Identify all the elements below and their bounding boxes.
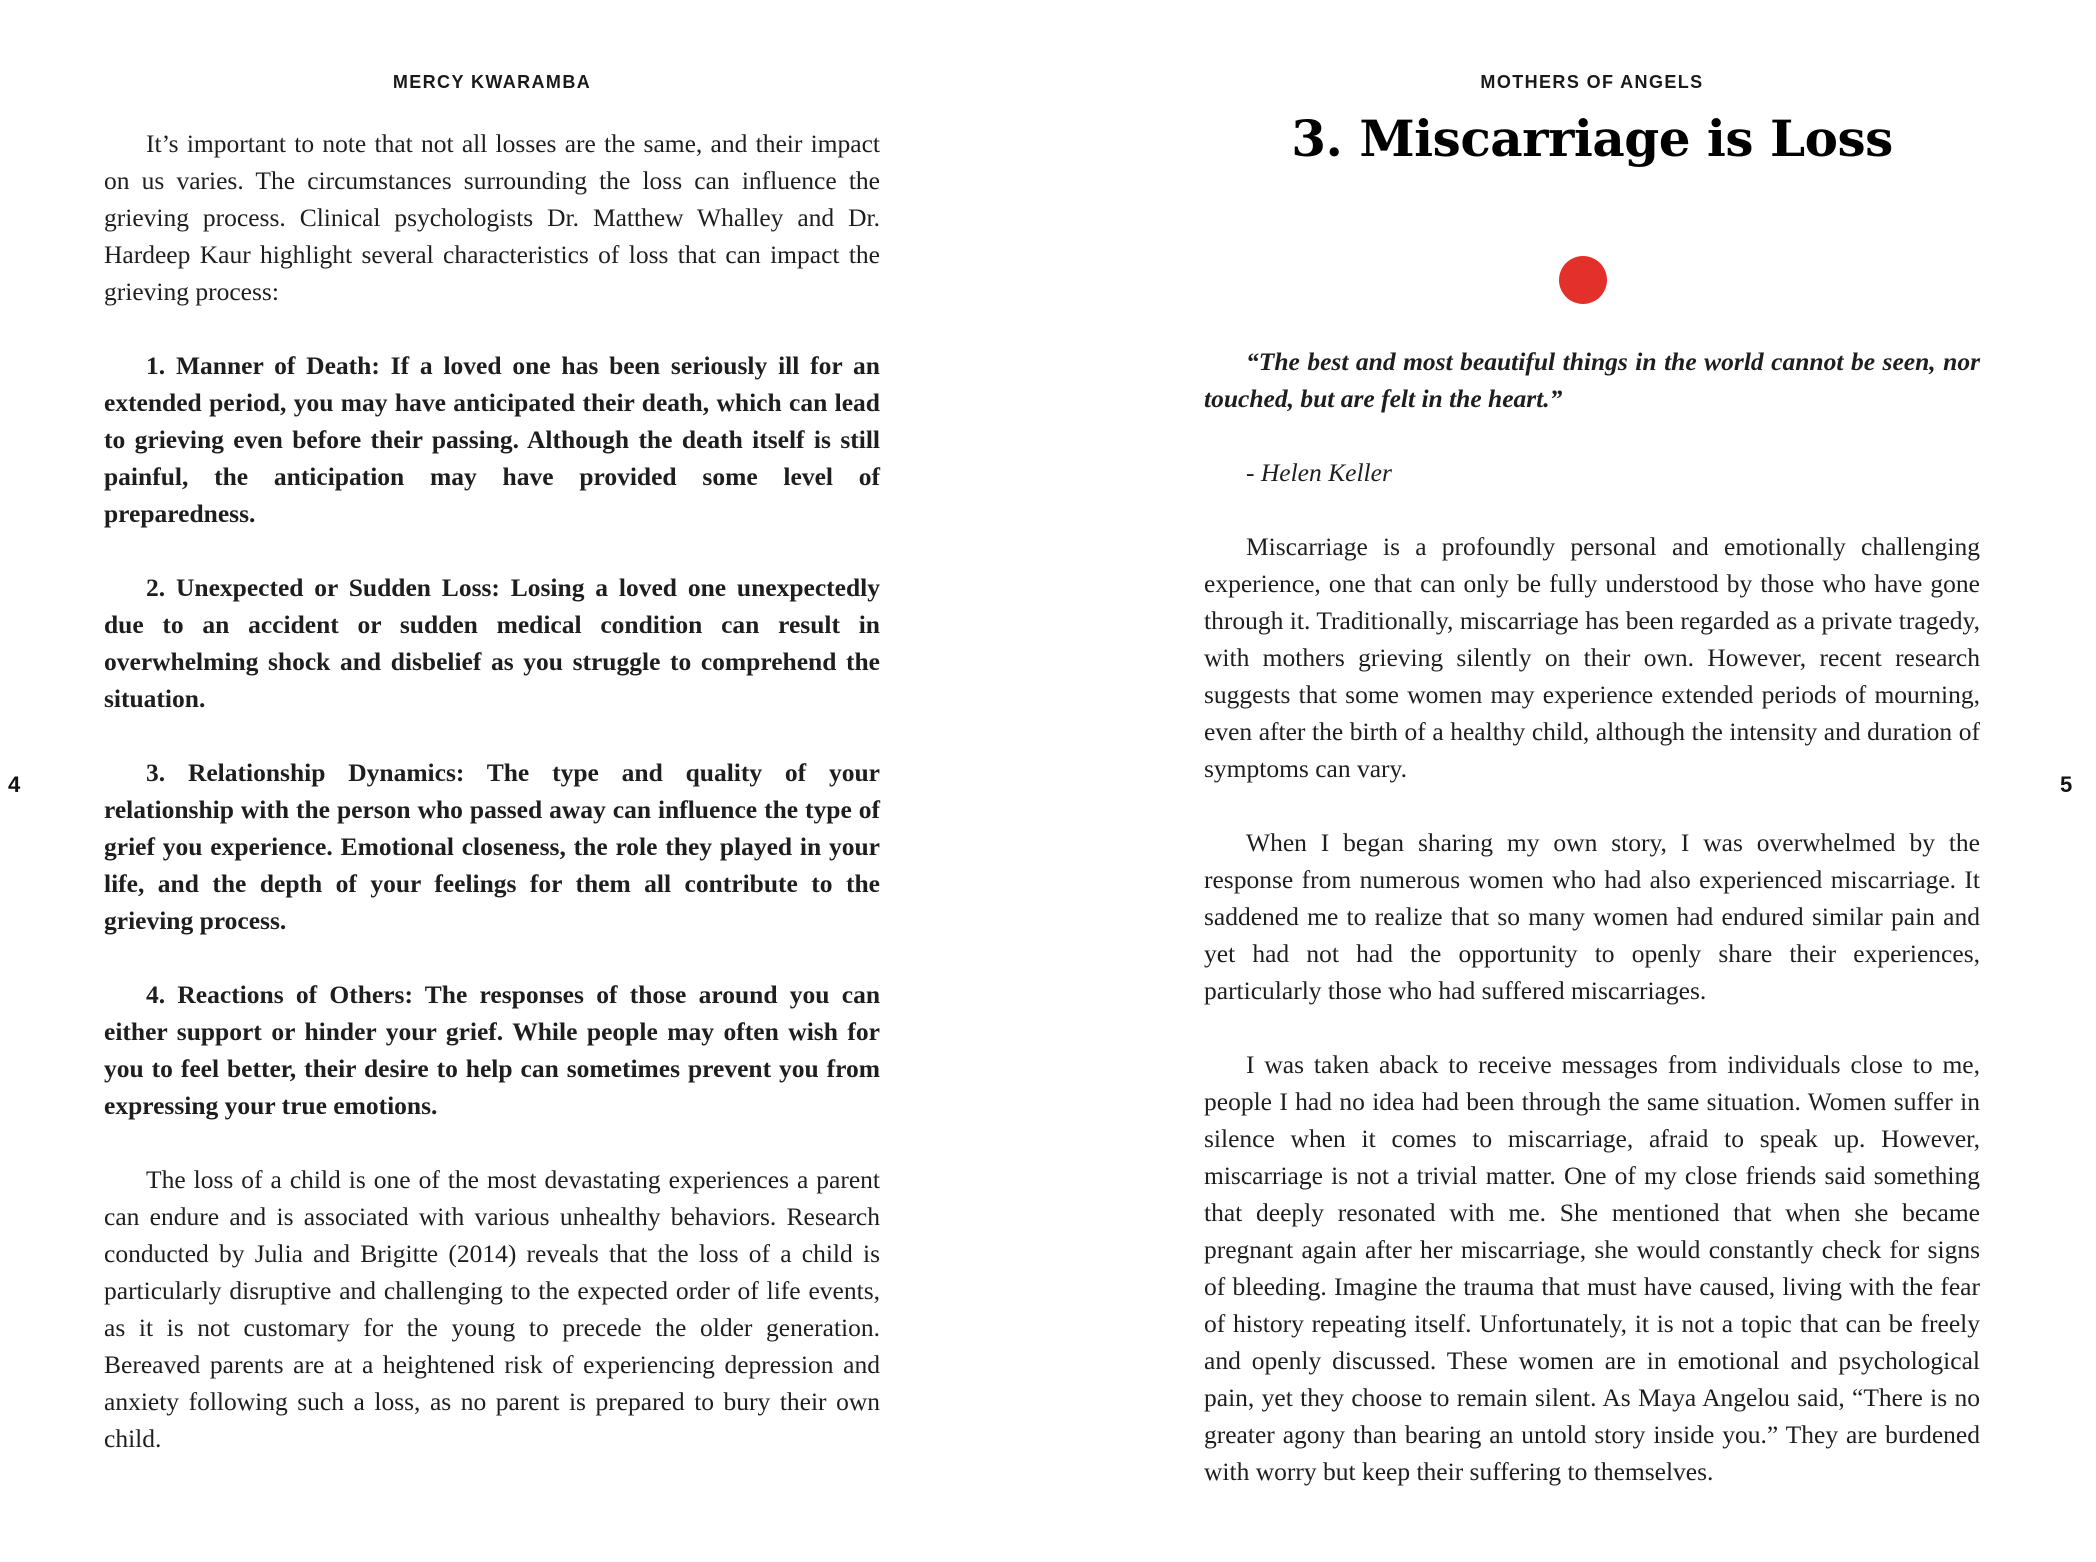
list-item-reactions-of-others: 4. Reactions of Others: The responses of those around you can either support or hinder your grief. While people may often wish for you to feel better, their desire to help can sometimes prevent you from expressing your true emotions. [104, 980, 880, 1120]
list-item-manner-of-death: 1. Manner of Death: If a loved one has been seriously ill for an extended period, you may have anticipated their death, which can lead to grieving even before their passing. Although the death itself is still painful, the anticipation may have provided some level of preparedness. [104, 351, 880, 528]
page-number-right: 5 [2060, 772, 2073, 797]
list-item-sudden-loss: 2. Unexpected or Sudden Loss: Losing a loved one unexpectedly due to an accident or sudden medical condition can result in overwhelming shock and disbelief as you struggle to comprehend the situation. [104, 573, 880, 713]
page-number-left: 4 [8, 772, 21, 797]
right-page [1048, 0, 2096, 1562]
body-paragraph-miscarriage: Miscarriage is a profoundly personal and emotionally challenging experience, one that can only be fully understood by those who have gone through it. Traditionally, miscarriage has been regarded as a private tragedy, with mothers grieving silently on their own. However, recent research suggests that some women may experience extended periods of mourning, even after the birth of a healthy child, although the intensity and duration of symptoms can vary. [1204, 532, 1980, 783]
body-paragraph-sharing-story: When I began sharing my own story, I was overwhelmed by the response from numerous women who had also experienced miscarriage. It saddened me to realize that so many women had endured similar pain and yet had not had the opportunity to openly share their experiences, particularly those who had suffered miscarriages. [1204, 828, 1980, 1005]
chapter-title: 3. Miscarriage is Loss [1291, 109, 1893, 168]
red-dot-ornament-icon [1559, 256, 1607, 304]
left-page-body [104, 125, 880, 1494]
right-page-body [1204, 343, 1980, 1527]
list-item-relationship-dynamics: 3. Relationship Dynamics: The type and quality of your relationship with the person who passed away can influence the type of grief you experience. Emotional closeness, the role they played in your life, and the depth of your feelings for them all contribute to the grieving process. [104, 758, 880, 935]
epigraph-quote: “The best and most beautiful things in the world cannot be seen, nor touched, but are felt in the heart.” [1204, 347, 1980, 413]
intro-paragraph: It’s important to note that not all losses are the same, and their impact on us varies. The circumstances surrounding the loss can influence the grieving process. Clinical psychologists Dr. Matthew Whalley and Dr. Hardeep Kaur highlight several characteristics of loss that can impact the grieving process: [104, 129, 880, 306]
running-head-author: MERCY KWARAMBA [392, 72, 592, 92]
body-paragraph-loss-of-child: The loss of a child is one of the most devastating experiences a parent can endure and is associated with various unhealthy behaviors. Research conducted by Julia and Brigitte (2014) reveals that the loss of a child is particularly disruptive and challenging to the expected order of life events, as it is not customary for the young to precede the older generation. Bereaved parents are at a heightened risk of experiencing depression and anxiety following such a loss, as no parent is prepared to bury their own child. [104, 1165, 880, 1453]
running-head-book-title: MOTHERS OF ANGELS [1480, 72, 1704, 92]
body-paragraph-messages: I was taken aback to receive messages from individuals close to me, people I had no idea had been through the same situation. Women suffer in silence when it comes to miscarriage, afraid to speak up. However, miscarriage is not a trivial matter. One of my close friends said something that deeply resonated with me. She mentioned that when she became pregnant again after her miscarriage, she would constantly check for signs of bleeding. Imagine the trauma that must have caused, living with the fear of history repeating itself. Unfortunately, it is not a topic that can be freely and openly discussed. These women are in emotional and psychological pain, yet they choose to remain silent. As Maya Angelou said, “There is no greater agony than bearing an untold story inside you.” They are burdened with worry but keep their suffering to themselves. [1204, 1050, 1980, 1486]
epigraph-author: - Helen Keller [1246, 458, 1392, 487]
